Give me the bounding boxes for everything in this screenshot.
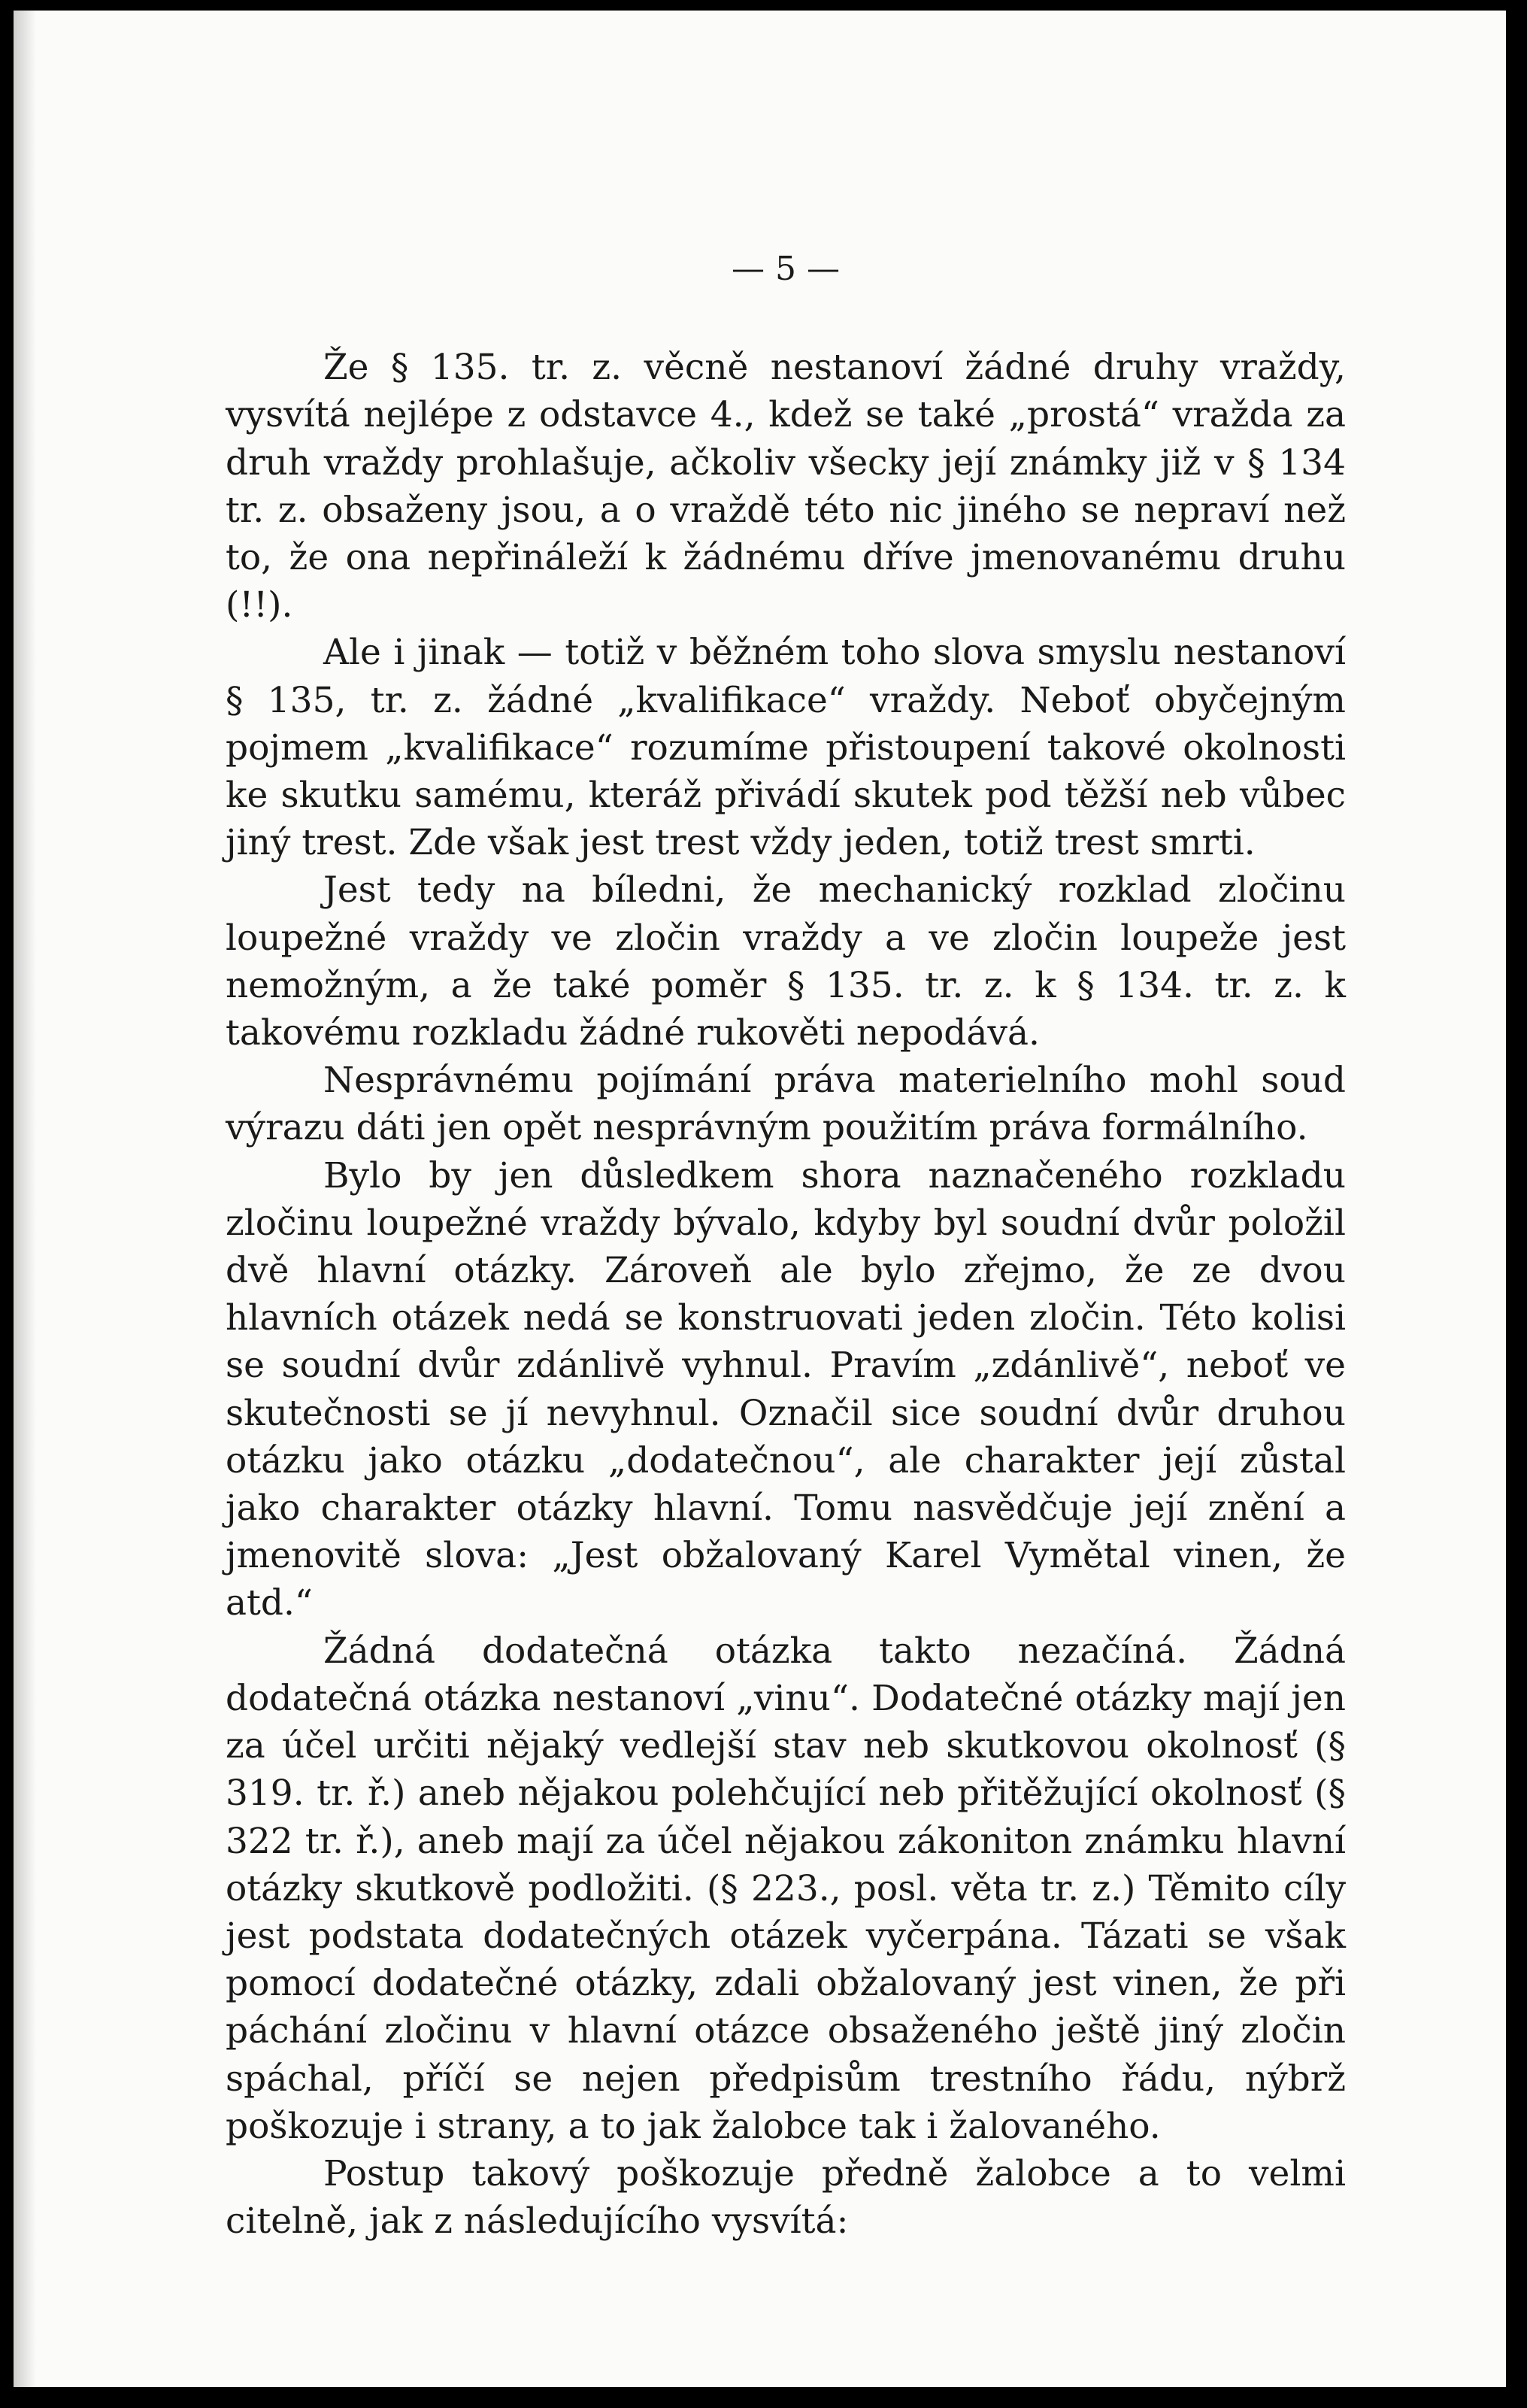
page-text <box>226 245 1346 2245</box>
paragraph-5: Bylo by jen důsledkem shora naznačeného rozkladu zločinu loupežné vraždy bývalo, kdyby byl soudní dvůr položil dvě hlavní otázky. Zároveň ale bylo zřejmo, že ze dvou hlavních otázek nedá se konstruovati jeden zločin. Této kolisi se soudní dvůr zdánlivě vyhnul. Pravím „zdánlivě“, neboť ve skutečnosti se jí nevyhnul. Označil sice soudní dvůr druhou otázku jako otázku „dodatečnou“, ale charakter její zůstal jako charakter otázky hlavní. Tomu nasvědčuje její znění a jmenovitě slova: „Jest obžalovaný Karel Vymětal vinen, že atd.“ <box>226 1154 1346 1624</box>
paragraph-1: Že § 135. tr. z. věcně nestanoví žádné druhy vraždy, vysvítá nejlépe z odstavce 4., kdež se také „prostá“ vražda za druh vraždy prohlašuje, ačkoliv všecky její známky již v § 134 tr. z. obsaženy jsou, a o vraždě této nic jiného se nepraví než to, že ona nepřináleží k žádnému dříve jmenovanému druhu (!!). <box>226 347 1346 626</box>
page-number: — 5 — <box>732 250 840 288</box>
paragraph-4: Nesprávnému pojímání práva materielního mohl soud výrazu dáti jen opět nesprávným použitím práva formálního. <box>226 1060 1346 1149</box>
book-page <box>14 11 1506 2387</box>
paragraph-3: Jest tedy na bíledni, že mechanický rozklad zločinu loupežné vraždy ve zločin vraždy a ve zločin loupeže jest nemožným, a že také poměr § 135. tr. z. k § 134. tr. z. k takovému rozkladu žádné rukověti nepodává. <box>226 869 1346 1054</box>
paragraph-6: Žádná dodatečná otázka takto nezačíná. Žádná dodatečná otázka nestanoví „vinu“. Dodatečné otázky mají jen za účel určiti nějaký vedlejší stav neb skutkovou okolnosť (§ 319. tr. ř.) aneb nějakou polehčující neb přitěžující okolnosť (§ 322 tr. ř.), aneb mají za účel nějakou zákoniton známku hlavní otázky skutkově podložiti. (§ 223., posl. věta tr. z.) Těmito cíly jest podstata dodatečných otázek vyčerpána. Tázati se však pomocí dodatečné otázky, zdali obžalovaný jest vinen, že při páchání zločinu v hlavní otázce obsaženého ještě jiný zločin spáchal, příčí se nejen předpisům trestního řádu, nýbrž poškozuje i strany, a to jak žalobce tak i žalovaného. <box>226 1630 1346 2147</box>
paragraph-7: Postup takový poškozuje předně žalobce a to velmi citelně, jak z následujícího vysvítá: <box>226 2152 1346 2243</box>
paragraph-2: Ale i jinak — totiž v běžném toho slova smyslu nestanoví § 135, tr. z. žádné „kvalifikace“ vraždy. Neboť obyčejným pojmem „kvalifikace“ rozumíme přistoupení takové okolnosti ke skutku samému, kteráž přivádí skutek pod těžší neb vůbec jiný trest. Zde však jest trest vždy jeden, totiž trest smrti. <box>226 632 1346 864</box>
